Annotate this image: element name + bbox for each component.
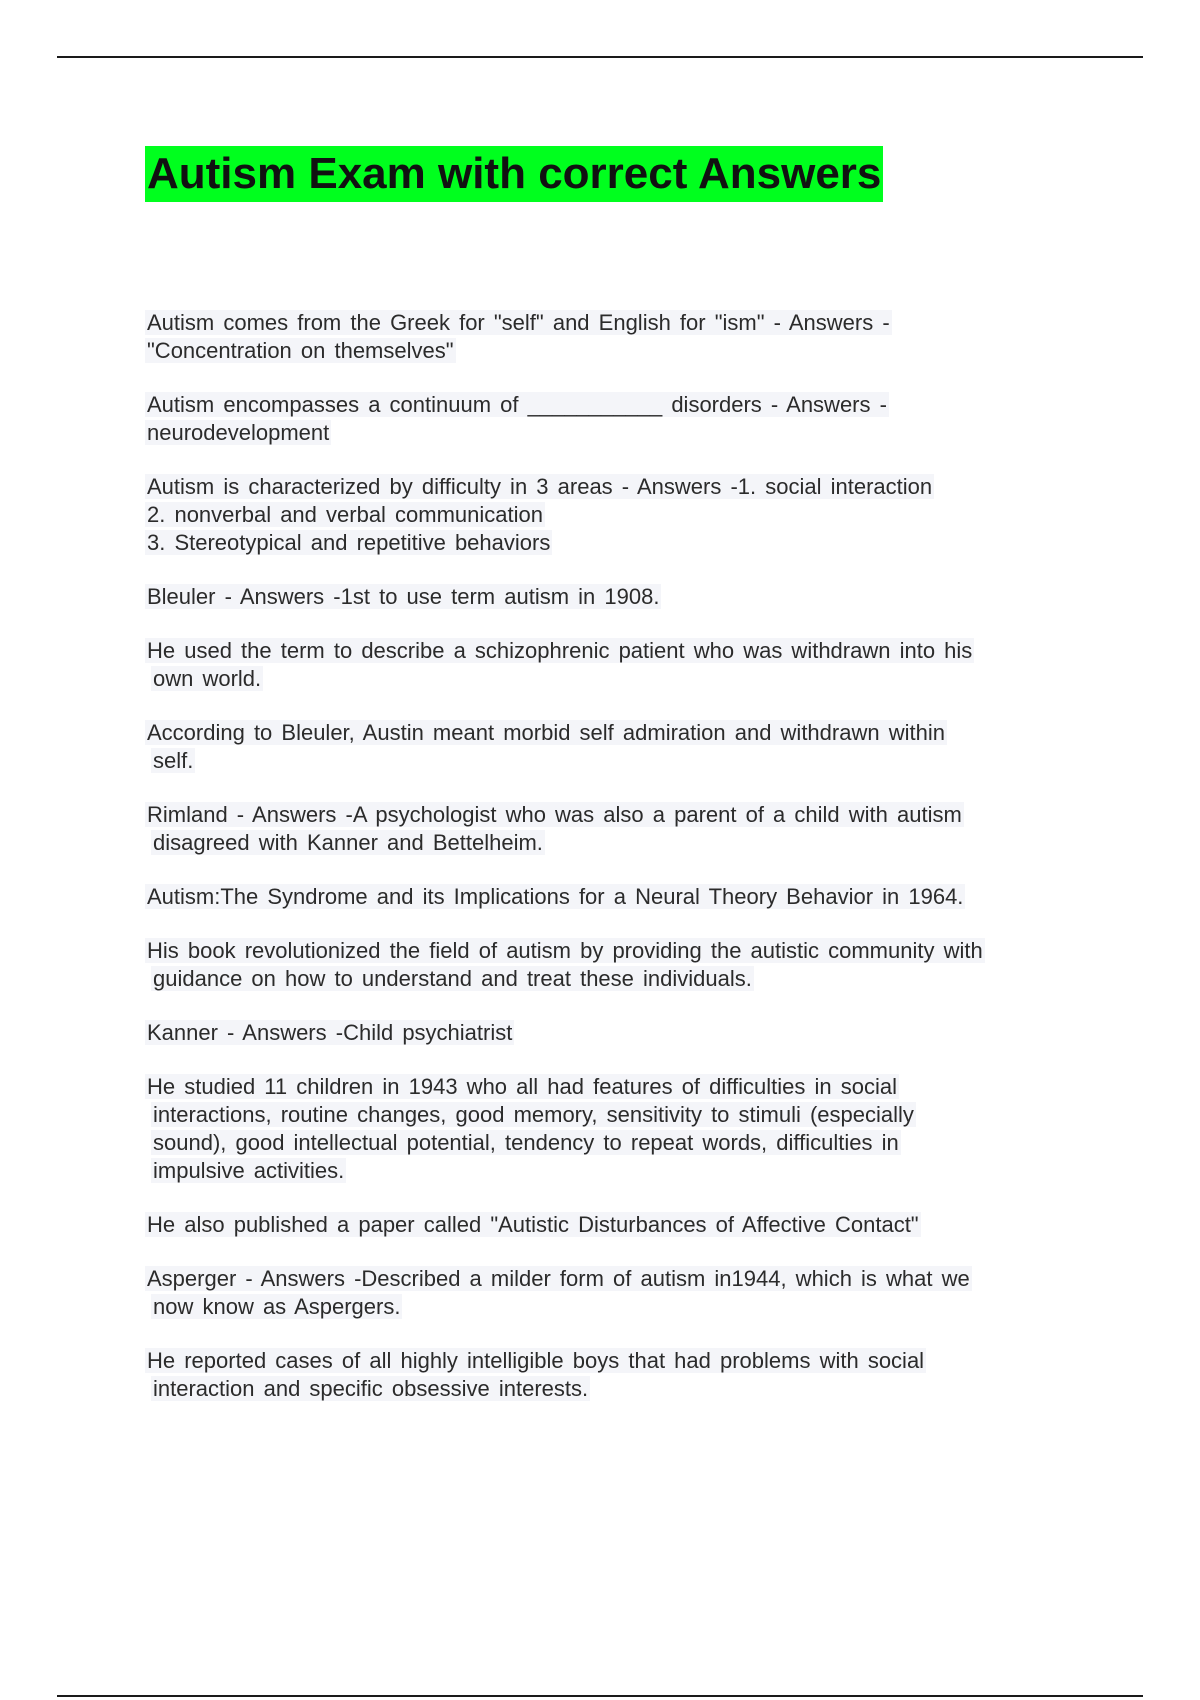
- document-body: [145, 309, 1095, 1429]
- title-block: [145, 146, 883, 202]
- paragraph-kanner: [145, 1019, 1095, 1047]
- paragraph-rimland-book: [145, 883, 1095, 911]
- top-rule: [57, 56, 1143, 58]
- paragraph-line: now know as Aspergers.: [153, 1294, 401, 1319]
- paragraph-line: disagreed with Kanner and Bettelheim.: [153, 830, 543, 855]
- paragraph-line: sound), good intellectual potential, tendency to repeat words, difficulties in: [153, 1130, 899, 1155]
- paragraph-asperger-cases: [145, 1347, 1095, 1403]
- paragraph-rimland: [145, 801, 1095, 857]
- paragraph-line: He used the term to describe a schizophrenic patient who was withdrawn into his: [147, 638, 973, 663]
- paragraph-line: He also published a paper called "Autistic Disturbances of Affective Contact": [147, 1212, 919, 1237]
- bottom-rule: [57, 1695, 1143, 1697]
- paragraph-kanner-paper: [145, 1211, 1095, 1239]
- paragraph-line: interactions, routine changes, good memory, sensitivity to stimuli (especially: [153, 1102, 914, 1127]
- paragraph-continuum: [145, 391, 1095, 447]
- page-title: Autism Exam with correct Answers: [145, 146, 883, 202]
- paragraph-line: Rimland - Answers -A psychologist who was also a parent of a child with autism: [147, 802, 962, 827]
- paragraph-line: According to Bleuler, Austin meant morbid self admiration and withdrawn within: [147, 720, 945, 745]
- paragraph-line: own world.: [153, 666, 262, 691]
- paragraph-line: Kanner - Answers -Child psychiatrist: [147, 1020, 513, 1045]
- paragraph-line: self.: [153, 748, 194, 773]
- paragraph-kanner-study: [145, 1073, 1095, 1185]
- paragraph-asperger: [145, 1265, 1095, 1321]
- paragraph-bleuler-meaning: [145, 719, 1095, 775]
- paragraph-line: His book revolutionized the field of autism by providing the autistic community with: [147, 938, 983, 963]
- paragraph-bleuler: [145, 583, 1095, 611]
- paragraph-rimland-impact: [145, 937, 1095, 993]
- paragraph-line: He studied 11 children in 1943 who all had features of difficulties in social: [147, 1074, 897, 1099]
- paragraph-line: neurodevelopment: [147, 420, 330, 445]
- paragraph-line: impulsive activities.: [153, 1158, 345, 1183]
- paragraph-three-areas: [145, 473, 1095, 557]
- paragraph-line: Autism is characterized by difficulty in 3 areas - Answers -1. social interaction: [147, 474, 933, 499]
- paragraph-line: Autism:The Syndrome and its Implications for a Neural Theory Behavior in 1964.: [147, 884, 964, 909]
- paragraph-line: Asperger - Answers -Described a milder form of autism in1944, which is what we: [147, 1266, 970, 1291]
- paragraph-line: Autism comes from the Greek for "self" and English for "ism" - Answers -: [147, 310, 890, 335]
- paragraph-line: interaction and specific obsessive interests.: [153, 1376, 589, 1401]
- paragraph-line: "Concentration on themselves": [147, 338, 454, 363]
- paragraph-autism-origin: [145, 309, 1095, 365]
- paragraph-line: He reported cases of all highly intelligible boys that had problems with social: [147, 1348, 925, 1373]
- paragraph-line: Autism encompasses a continuum of ___________ disorders - Answers -: [147, 392, 887, 417]
- paragraph-line: Bleuler - Answers -1st to use term autism in 1908.: [147, 584, 660, 609]
- paragraph-line: 2. nonverbal and verbal communication: [147, 502, 544, 527]
- paragraph-line: 3. Stereotypical and repetitive behaviors: [147, 530, 551, 555]
- paragraph-line: guidance on how to understand and treat these individuals.: [153, 966, 752, 991]
- paragraph-bleuler-term: [145, 637, 1095, 693]
